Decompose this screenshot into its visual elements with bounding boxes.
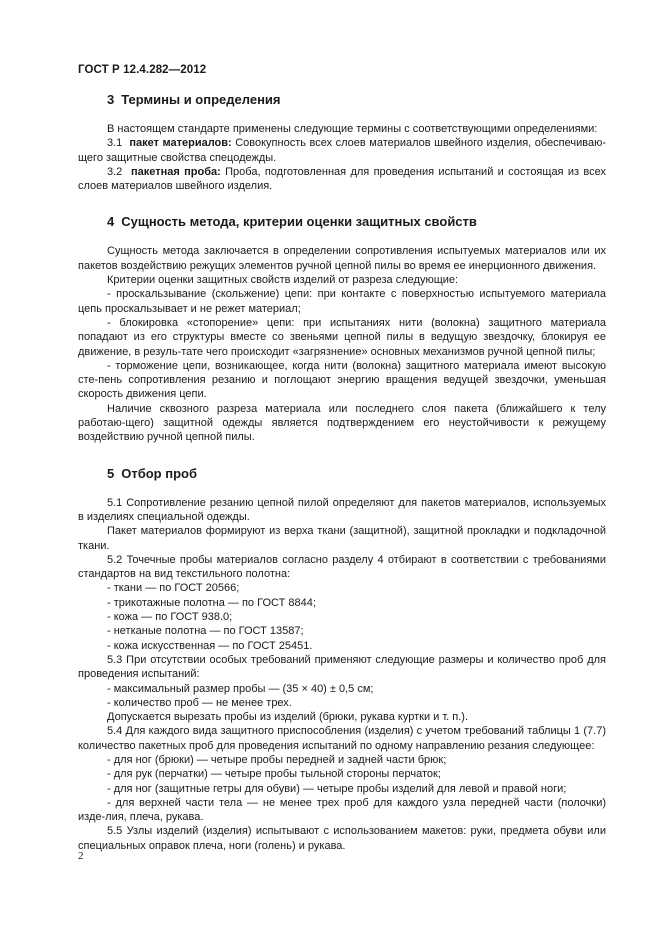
term-definition: Совокупность всех слоев материалов швейного изделия, обеспечиваю-щего защитные свойства спецодежды.	[78, 137, 606, 164]
list-item: - ткани — по ГОСТ 20566;	[107, 582, 240, 595]
section-3-heading	[78, 92, 606, 108]
list-item: - максимальный размер пробы — (35 × 40) ± 0,5 см;	[107, 682, 374, 695]
section-number: 5	[107, 465, 115, 481]
list-item: - для ног (защитные гетры для обуви) — четыре пробы изделий для левой и правой ноги;	[107, 782, 567, 795]
term-3-2: 3.2 пакетная проба: Проба, подготовленная для проведения испытаний и состоящая из всех слоев материалов швейного изделия.	[78, 165, 606, 193]
list-item: - нетканые полотна — по ГОСТ 13587;	[107, 625, 304, 638]
clause-5-5: 5.5 Узлы изделий (изделия) испытывают с использованием макетов: руки, предмета обуви или специальных оправок плеча, ноги (голень) и рукава.	[78, 825, 606, 852]
section-3-intro: В настоящем стандарте применены следующие термины с соответствующими определениями:	[107, 123, 598, 135]
section-4-heading	[78, 214, 606, 230]
list-item: - для рук (перчатки) — четыре пробы тыльной стороны перчаток;	[107, 768, 441, 781]
list-item: - количество проб — не менее трех.	[107, 696, 292, 709]
clause-5-3: 5.3 При отсутствии особых требований применяют следующие размеры и количество проб для проведения испытаний:	[78, 653, 606, 681]
clause-5-2: 5.2 Точечные пробы материалов согласно разделу 4 отбирают в соответствии с требованиями стандартов на вид текстильного полотна:	[78, 553, 606, 581]
list-item: - торможение цепи, возникающее, когда нити (волокна) защитного материала имеют высокую сте-пень сопротивления резанию и поглощают энергию вращения ведущей звездочки, уменьшая скорость движения цепи.	[78, 359, 606, 401]
term-definition: Проба, подготовленная для проведения испытаний и состоящая из всех слоев материалов швейного изделия.	[78, 165, 606, 193]
list-item: - для верхней части тела — не менее трех проб для каждого узла передней части (полочки) изде-лия, плеча, рукава.	[78, 796, 606, 824]
section-5-heading	[78, 466, 606, 482]
term-label: пакетная проба:	[130, 165, 221, 178]
document-code: ГОСТ Р 12.4.282—2012	[78, 64, 207, 76]
page-number: 2	[78, 850, 84, 862]
document-body	[78, 88, 606, 853]
paragraph: Наличие сквозного разреза материала или последнего слоя пакета (ближайшего к телу работаю-щего) защитной одежды является подтверждением его неустойчивости к режущему воздействию ручной цепной пилы.	[78, 402, 606, 444]
list-item: - кожа искусственная — по ГОСТ 25451.	[107, 639, 313, 652]
list-item: - кожа — по ГОСТ 938.0;	[107, 611, 233, 624]
paragraph: Пакет материалов формируют из верха ткани (защитной), защитной прокладки и подкладочной ткани.	[78, 525, 606, 552]
clause-5-4: 5.4 Для каждого вида защитного приспособления (изделия) с учетом требований таблицы 1 (7.7) количество пакетных проб для проведения испытаний по одному направлению резания следующее:	[78, 725, 606, 752]
list-item: - блокировка «стопорение» цепи: при испытаниях нити (волокна) защитного материала попадают из его структуры вместе со звеньями цепной пилы в ведущую звездочку, блокируя ее движение, в резуль-тате чего происходит «загрязнение» основных механизмов ручной цепной пилы;	[78, 316, 606, 358]
section-title: Сущность метода, критерии оценки защитных свойств	[121, 214, 477, 230]
list-item: - трикотажные полотна — по ГОСТ 8844;	[107, 596, 316, 609]
paragraph: Критерии оценки защитных свойств изделий от разреза следующие:	[107, 274, 459, 287]
term-3-1: 3.1 пакет материалов: Совокупность всех слоев материалов швейного изделия, обеспечиваю-щего защитные свойства спецодежды.	[78, 137, 606, 164]
term-label: пакет материалов:	[129, 137, 232, 150]
section-number: 4	[107, 214, 115, 230]
section-number: 3	[107, 92, 115, 107]
section-title: Термины и определения	[121, 92, 281, 107]
list-item: - проскальзывание (скольжение) цепи: при контакте с поверхностью испытуемого материала цепь проскальзывает и не режет материал;	[78, 288, 606, 315]
list-item: - для ног (брюки) — четыре пробы передней и задней части брюк;	[107, 753, 447, 766]
section-title: Отбор проб	[121, 465, 197, 481]
paragraph: Сущность метода заключается в определении сопротивления испытуемых материалов или их пакетов воздействию режущих элементов ручной цепной пилы во время ее инерционного движения.	[78, 245, 606, 272]
paragraph: Допускается вырезать пробы из изделий (брюки, рукава куртки и т. п.).	[107, 711, 469, 724]
clause-5-1: 5.1 Сопротивление резанию цепной пилой определяют для пакетов материалов, используемых в изделиях специальной одежды.	[78, 496, 606, 523]
